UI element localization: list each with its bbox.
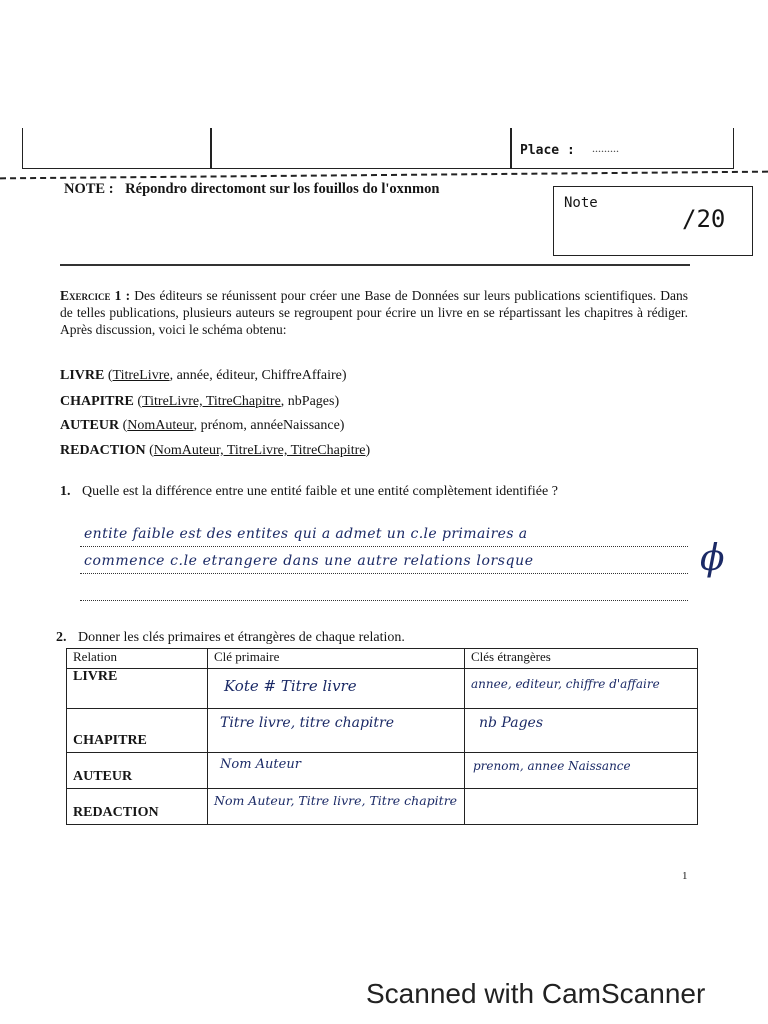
row-foreign: prenom, annee Naissance — [465, 753, 698, 789]
table-row — [67, 669, 698, 709]
grade-box — [553, 186, 753, 256]
place-value: ......... — [592, 141, 619, 155]
schema-auteur: AUTEUR (NomAuteur, prénom, annéeNaissance) — [60, 418, 345, 433]
note-instruction — [64, 181, 439, 198]
row-relation: LIVRE — [67, 669, 208, 709]
dashed-separator — [0, 171, 768, 180]
row-primary: Kote # Titre livre — [208, 669, 465, 709]
header-divider-1 — [210, 128, 212, 169]
answer-text-2: commence c.le etrangere dans une autre relations lorsque — [84, 553, 534, 569]
row-relation: AUTEUR — [67, 753, 208, 789]
exercise-intro — [60, 287, 688, 338]
question-2 — [56, 630, 405, 646]
row-foreign: annee, editeur, chiffre d'affaire — [465, 669, 698, 709]
table-row — [67, 789, 698, 825]
exercise-text: Des éditeurs se réunissent pour créer une Base de Données sur leurs publications scientifiques. Dans de telles publications, plusieurs auteurs se regroupent pour écrire un livre en se répartissant les chapitres à rédiger. Après discussion, voici le schéma obtenu: — [60, 288, 688, 337]
question-1-number: 1. — [60, 484, 71, 499]
horizontal-rule — [60, 264, 690, 266]
header-frame — [22, 128, 734, 169]
answer-text-1: entite faible est des entites qui a admet un c.le primaires a — [84, 526, 528, 542]
row-foreign: nb Pages — [465, 709, 698, 753]
header-divider-2 — [510, 128, 512, 169]
schema-redaction: REDACTION (NomAuteur, TitreLivre, TitreChapitre) — [60, 443, 371, 458]
margin-mark: ϕ — [700, 538, 725, 579]
grade-total: /20 — [682, 205, 726, 233]
row-primary: Titre livre, titre chapitre — [208, 709, 465, 753]
table-header-foreign: Clés étrangères — [465, 649, 698, 669]
answer-line-3 — [80, 600, 688, 601]
note-label: NOTE : — [64, 181, 114, 197]
note-text: Répondro directomont sur los fouillos do l'oxnmon — [125, 181, 440, 197]
place-label: Place : — [520, 143, 575, 158]
schema-chapitre: CHAPITRE (TitreLivre, TitreChapitre, nbPages) — [60, 394, 340, 409]
relations-table — [66, 648, 698, 825]
camscanner-watermark: Scanned with CamScanner — [366, 978, 706, 1009]
answer-line-1 — [80, 546, 688, 547]
page-mark: 1 — [682, 870, 688, 882]
row-relation: CHAPITRE — [67, 709, 208, 753]
schema-livre: LIVRE (TitreLivre, année, éditeur, ChiffreAffaire) — [60, 368, 347, 383]
question-2-text: Donner les clés primaires et étrangères de chaque relation. — [78, 630, 405, 645]
question-2-number: 2. — [56, 630, 67, 645]
table-header-row — [67, 649, 698, 669]
row-primary: Nom Auteur, Titre livre, Titre chapitre — [208, 789, 465, 825]
grade-label: Note — [564, 195, 598, 211]
answer-line-2 — [80, 573, 688, 574]
row-primary: Nom Auteur — [208, 753, 465, 789]
row-foreign — [465, 789, 698, 825]
question-1-text: Quelle est la différence entre une entité faible et une entité complètement identifiée ? — [82, 484, 558, 499]
row-relation: REDACTION — [67, 789, 208, 825]
table-row — [67, 709, 698, 753]
question-1 — [60, 484, 558, 500]
table-row — [67, 753, 698, 789]
exercise-title: Exercice 1 : — [60, 288, 131, 303]
table-header-relation: Relation — [67, 649, 208, 669]
table-header-primary: Clé primaire — [208, 649, 465, 669]
